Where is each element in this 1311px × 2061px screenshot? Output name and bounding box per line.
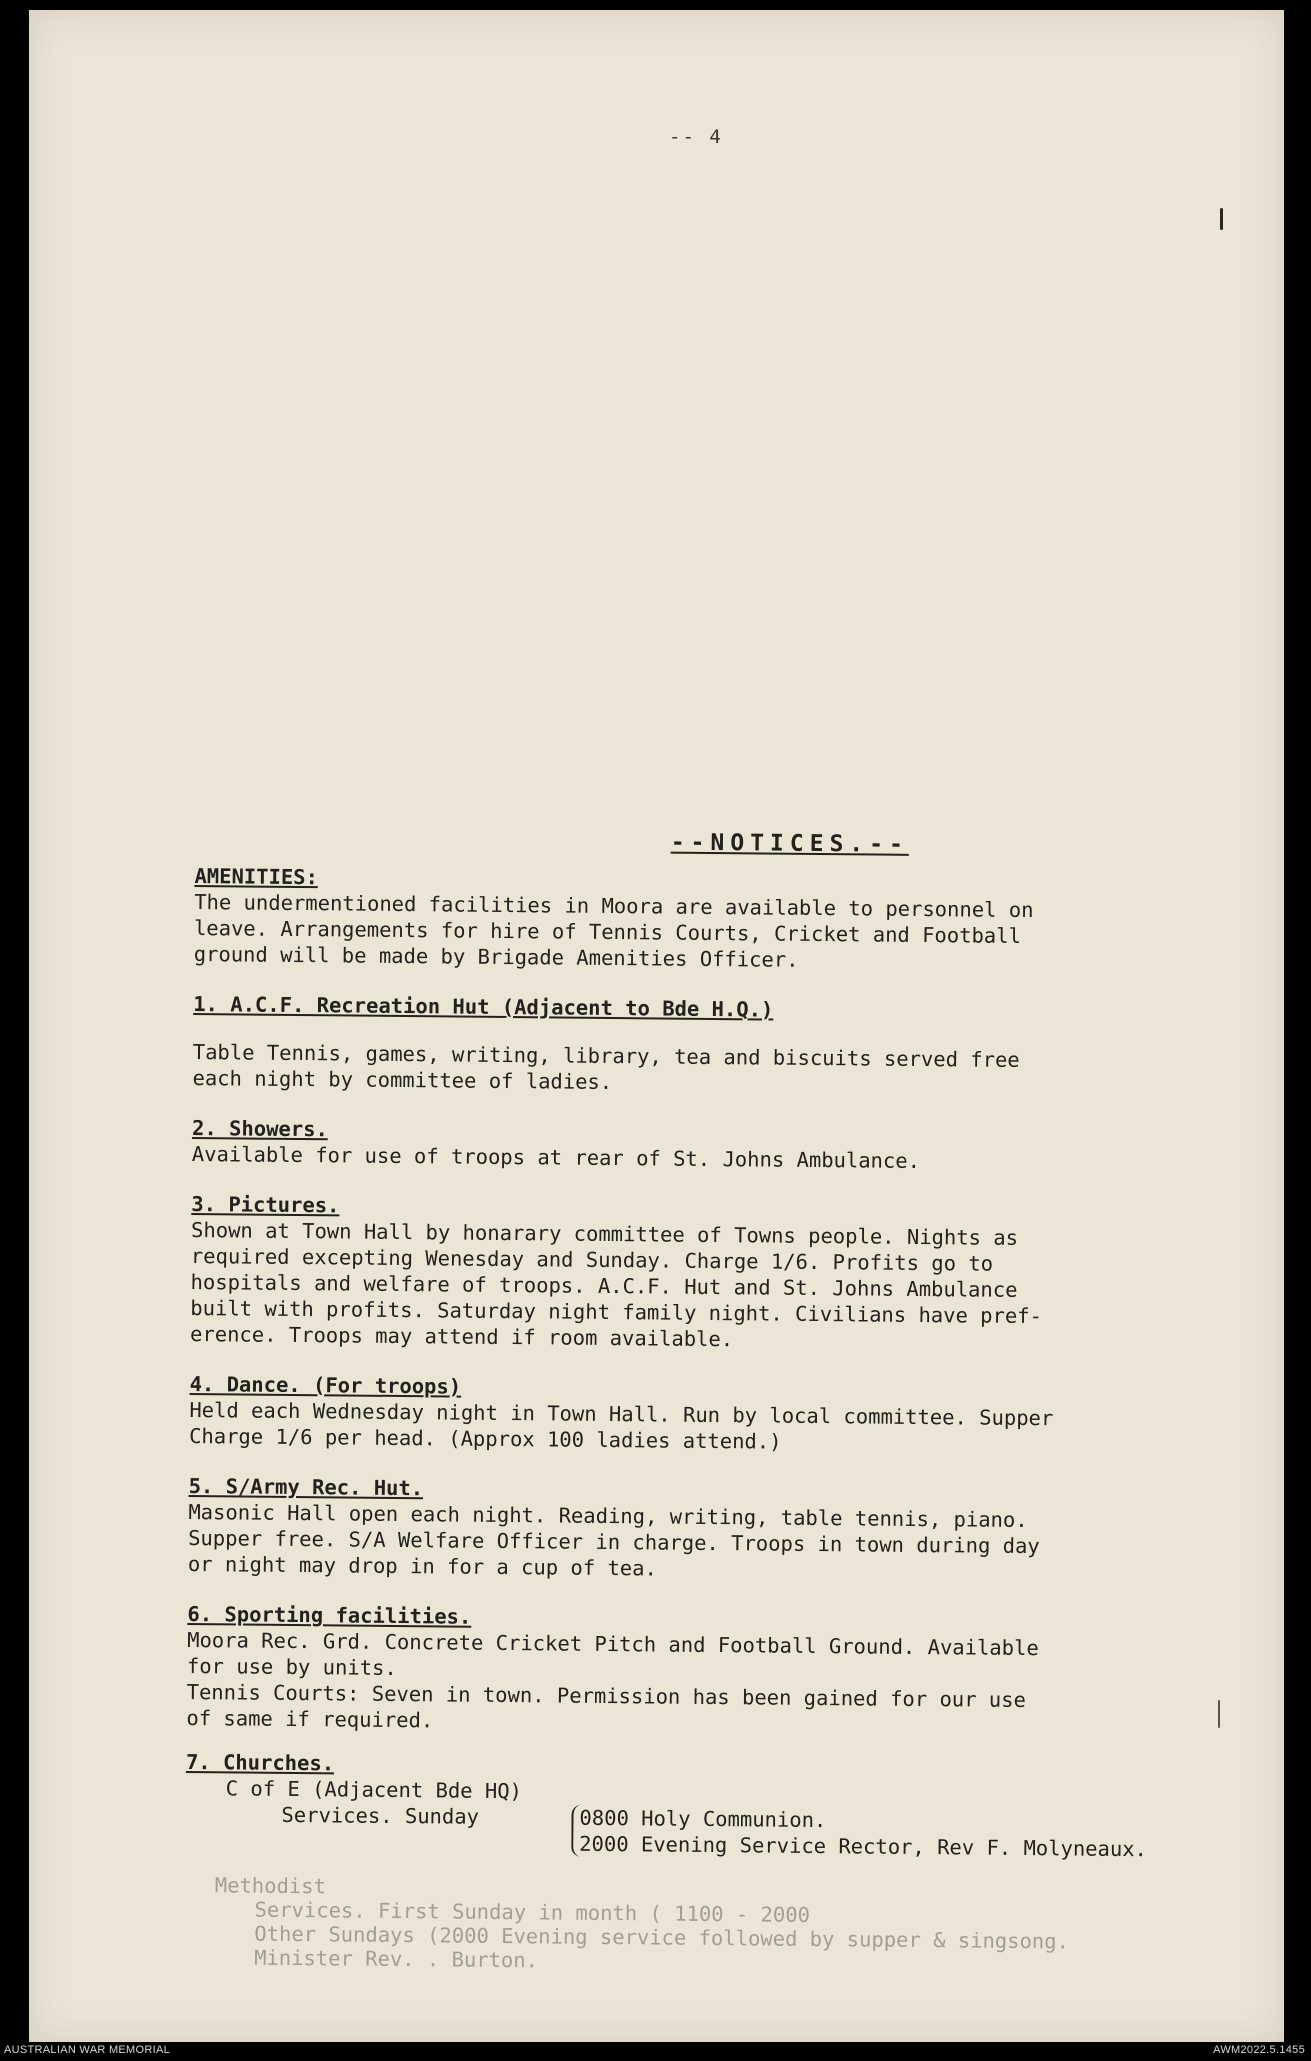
notices-heading: --NOTICES.-- [670, 829, 910, 858]
services-list [571, 1805, 1147, 1863]
section-title: 4. Dance. (For troops) [189, 1371, 462, 1399]
section-dance [189, 1371, 1260, 1459]
section-line: Held each Wednesday night in Town Hall. Run by local committee. Supper [189, 1397, 1054, 1431]
section-line: Table Tennis, games, writing, library, tea and biscuits served free [192, 1039, 1020, 1072]
amenities-line: The undermentioned facilities in Moora are available to personnel on [194, 889, 1034, 923]
section-line: of same if required. [186, 1705, 434, 1733]
c-of-e-line: C of E (Adjacent Bde HQ) [225, 1776, 523, 1804]
section-line: Shown at Town Hall by honarary committee of Towns people. Nights as [190, 1217, 1019, 1250]
section-showers [192, 1115, 1262, 1177]
amenities-title: AMENITIES: [194, 863, 319, 890]
amenities-section [194, 863, 1265, 977]
page-number: -- 4 [669, 126, 723, 148]
churches-title: 7. Churches. [185, 1749, 335, 1776]
section-line: Available for use of troops at rear of St. Johns Ambulance. [191, 1141, 921, 1173]
section-line: Tennis Courts: Seven in town. Permission has been gained for our use [186, 1679, 1027, 1713]
section-line: Charge 1/6 per head. (Approx 100 ladies attend.) [189, 1423, 782, 1454]
section-line: Supper free. S/A Welfare Officer in charge. Troops in town during day [188, 1525, 1040, 1559]
footer-accession-number: AWM2022.5.1455 [1213, 2044, 1305, 2056]
section-recreation-hut [192, 991, 1263, 1101]
service-item: 0800 Holy Communion. [579, 1805, 827, 1833]
section-title: 1. A.C.F. Recreation Hut (Adjacent to Bde H.Q.) [193, 991, 774, 1022]
section-line: Masonic Hall open each night. Reading, writing, table tennis, piano. [188, 1499, 1028, 1533]
methodist-line: Other Sundays (2000 Evening service followed by supper & singsong. [254, 1921, 1070, 1954]
section-sporting [186, 1601, 1257, 1741]
notices-content [184, 825, 1265, 1979]
section-line: each night by committee of ladies. [192, 1065, 613, 1095]
document-page [29, 10, 1284, 2042]
section-sarmy-hut [188, 1473, 1259, 1587]
section-line: Moora Rec. Grd. Concrete Cricket Pitch and Football Ground. Available [187, 1627, 1039, 1661]
section-line: for use by units. [186, 1653, 397, 1680]
section-line: required excepting Wenesday and Sunday. Charge 1/6. Profits go to [190, 1243, 994, 1276]
methodist-section [214, 1873, 1255, 1979]
margin-mark-top [1220, 208, 1223, 230]
section-line: hospitals and welfare of troops. A.C.F. Hut and St. Johns Ambulance [190, 1269, 1018, 1302]
services-row [185, 1801, 1255, 1863]
section-line: erence. Troops may attend if room available. [189, 1321, 734, 1352]
section-pictures [190, 1191, 1261, 1357]
footer-archive-name: AUSTRALIAN WAR MEMORIAL [4, 2044, 171, 2056]
methodist-title: Methodist [214, 1873, 327, 1899]
section-title: 3. Pictures. [191, 1191, 340, 1218]
section-title: 6. Sporting facilities. [187, 1601, 472, 1629]
service-item: 2000 Evening Service Rector, Rev F. Molyneaux. [579, 1831, 1148, 1862]
methodist-line: Services. First Sunday in month ( 1100 - 2000 [254, 1897, 811, 1927]
amenities-line: ground will be made by Brigade Amenities Officer. [193, 941, 799, 972]
section-churches [185, 1749, 1256, 1863]
section-line: or night may drop in for a cup of tea. [187, 1551, 657, 1581]
methodist-line: Minister Rev. . Burton. [254, 1945, 539, 1973]
section-title: 2. Showers. [191, 1115, 328, 1142]
section-title: 5. S/Army Rec. Hut. [188, 1473, 424, 1501]
amenities-line: leave. Arrangements for hire of Tennis Courts, Cricket and Football [193, 915, 1022, 948]
services-label: Services. Sunday [281, 1802, 480, 1829]
section-line: built with profits. Saturday night family night. Civilians have pref- [190, 1295, 1043, 1329]
